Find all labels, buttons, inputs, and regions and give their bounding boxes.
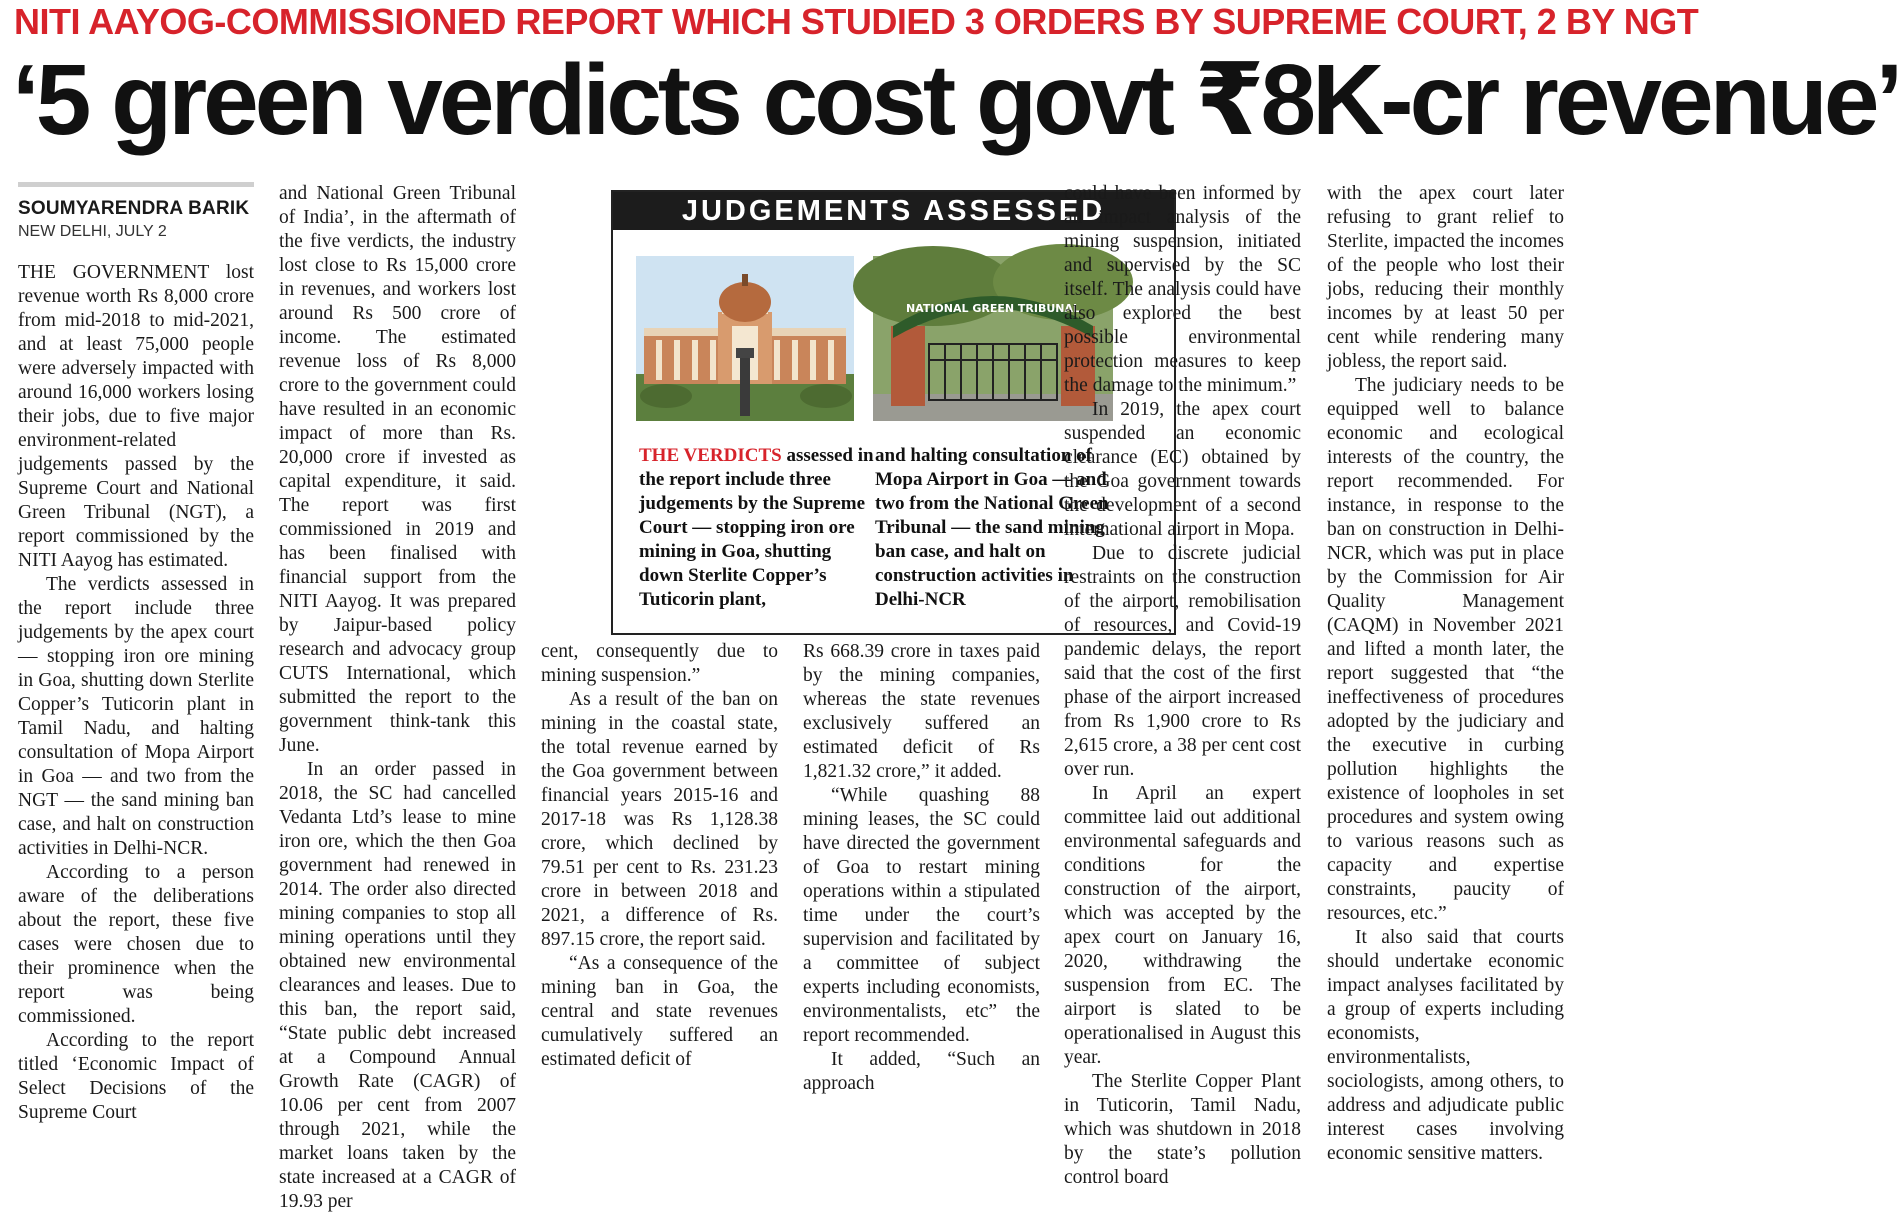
supreme-court-image [636,256,854,421]
paragraph: cent, consequently due to mining suspension.” [541,641,778,686]
supreme-court-photo [636,256,854,421]
byline-dateline: NEW DELHI, JULY 2 [18,223,167,240]
ngt-sign-text: NATIONAL GREEN TRIBUNAL [905,302,1081,315]
paragraph: It added, “Such an approach [803,1049,1040,1094]
paragraph: Rs 668.39 crore in taxes paid by the mining companies, whereas the state revenues exclusively suffered an estimated deficit of Rs 1,821.32 crore,” it added. [803,641,1040,782]
paragraph: The judiciary needs to be equipped well to balance economic and ecological interests of the country, the report recommended. For instance, in response to the ban on construction in Delhi-NCR, which was put in place by the Commission for Air Quality Management (CAQM) in November 2021 and lifted a month later, the report suggested that “the ineffectiveness of procedures adopted by the judiciary and the executive in curbing pollution highlights the existence of loopholes in set procedures and system owing to various reasons such as capacity and expertise constraints, paucity of resources, etc.” [1327,375,1564,924]
paragraph: In 2019, the apex court suspended an economic clearance (EC) obtained by the Goa government towards the development of a second international airport in Mopa. [1064,399,1301,540]
byline-author: SOUMYARENDRA BARIK [18,198,250,219]
article-column-5 [1064,182,1301,1188]
article-column-1 [18,182,254,1123]
box-text-left-rest: assessed in the report include three judgements by the Supreme Court — stopping iron ore mining in Goa, shutting down Sterlite Copper’s Tuticorin plant, [639,445,874,610]
paragraph: The Sterlite Copper Plant in Tuticorin, Tamil Nadu, which was shutdown in 2018 by the state’s pollution control board [1064,1071,1301,1188]
paragraph: Due to discrete judicial restraints on the construction of the airport, remobilisation of resources, and Covid-19 pandemic delays, the report said that the cost of the first phase of the airport increased from Rs 1,900 crore to Rs 2,615 crore, a 38 per cent cost over run. [1064,543,1301,780]
paragraph: In an order passed in 2018, the SC had cancelled Vedanta Ltd’s lease to mine iron ore, which the then Goa government had renewed in 2014. The order also directed mining companies to stop all mining operations until they obtained new environmental clearances and leases. Due to this ban, the report said, “State public debt increased at a Compound Annual Growth Rate (CAGR) of 10.06 per cent from 2007 through 2021, while the market loans taken by the state increased at a CAGR of 19.93 per [279,759,516,1212]
paragraph: with the apex court later refusing to grant relief to Sterlite, impacted the incomes of the people who lost their jobs, reducing their monthly incomes by at least 50 per cent while rendering many jobless, the report said. [1327,183,1564,372]
paragraph: According to a person aware of the deliberations about the report, these five cases were chosen due to their prominence when the report was being commissioned. [18,862,254,1027]
article-column-2 [279,182,516,1212]
paragraph: According to the report titled ‘Economic Impact of Select Decisions of the Supreme Court [18,1030,254,1123]
byline-rule [18,182,254,187]
paragraph: and National Green Tribunal of India’, in the aftermath of the five verdicts, the industry lost close to Rs 15,000 crore in revenues, and workers lost around Rs 500 crore of income. The estimated revenue loss of Rs 8,000 crore to the government could have resulted in an economic impact of more than Rs. 20,000 crore if invested as capital expenditure, it said. The report was first commissioned in 2019 and has been finalised with financial support from the NITI Aayog. It was prepared by Jaipur-based policy research and advocacy group CUTS International, which submitted the report to the government think-tank this June. [279,183,516,756]
paragraph: As a result of the ban on mining in the coastal state, the total revenue earned by the Goa government between financial years 2015-16 and 2017-18 was Rs 1,128.38 crore, which declined by 79.51 per cent to Rs. 231.23 crore in between 2018 and 2021, a difference of Rs. 897.15 crore, the report said. [541,689,778,950]
paragraph: “While quashing 88 mining leases, the SC could have directed the government of Goa to restart mining operations within a stipulated time under the court’s supervision and facilitated by a committee of subject experts including economists, environmentalists, etc” the report recommended. [803,785,1040,1046]
paragraph: “As a consequence of the mining ban in Goa, the central and state revenues cumulatively suffered an estimated deficit of [541,953,778,1070]
paragraph: could have been informed by an impact analysis of the mining suspension, initiated and supervised by the SC itself. The analysis could have also explored the best possible environmental protection measures to keep the damage to the minimum.” [1064,183,1301,396]
paragraph: The verdicts assessed in the report include three judgements by the apex court — stopping iron ore mining in Goa, shutting down Sterlite Copper’s Tuticorin plant in Tamil Nadu, and halting consultation of Mopa Airport in Goa — and two from the NGT — the sand mining ban case, and halt on construction activities in Delhi-NCR. [18,574,254,859]
article-column-3 [541,640,778,1070]
paragraph: In April an expert committee laid out additional environmental safeguards and conditions for the construction of the airport, which was accepted by the apex court on January 16, 2020, withdrawing the suspension from EC. The airport is slated to be operationalised in August this year. [1064,783,1301,1068]
box-text-right: and halting consultation of Mopa Airport in Goa — and two from the National Green Tribunal — the sand mining ban case, and halt on construction activities in Delhi-NCR [875,445,1109,610]
box-text-left [639,444,877,612]
article-column-4 [803,640,1040,1094]
paragraph: THE GOVERNMENT lost revenue worth Rs 8,000 crore from mid-2018 to mid-2021, and at least 75,000 people were adversely impacted with around 16,000 workers losing their jobs, due to five major environment-related judgements passed by the Supreme Court and National Green Tribunal (NGT), a report commissioned by the NITI Aayog has estimated. [18,262,254,571]
box-lead: THE VERDICTS [639,445,782,466]
paragraph: It also said that courts should undertake economic impact analyses facilitated by a group of experts including economists, environmentalists, sociologists, among others, to address and adjudicate public interest cases involving economic sensitive matters. [1327,927,1564,1164]
kicker: NITI AAYOG-COMMISSIONED REPORT WHICH STUDIED 3 ORDERS BY SUPREME COURT, 2 BY NGT [14,1,1699,42]
box-title: JUDGEMENTS ASSESSED [613,192,1174,230]
article-column-6 [1327,182,1564,1164]
headline: ‘5 green verdicts cost govt ₹8K-cr revenue’ [12,44,1899,156]
